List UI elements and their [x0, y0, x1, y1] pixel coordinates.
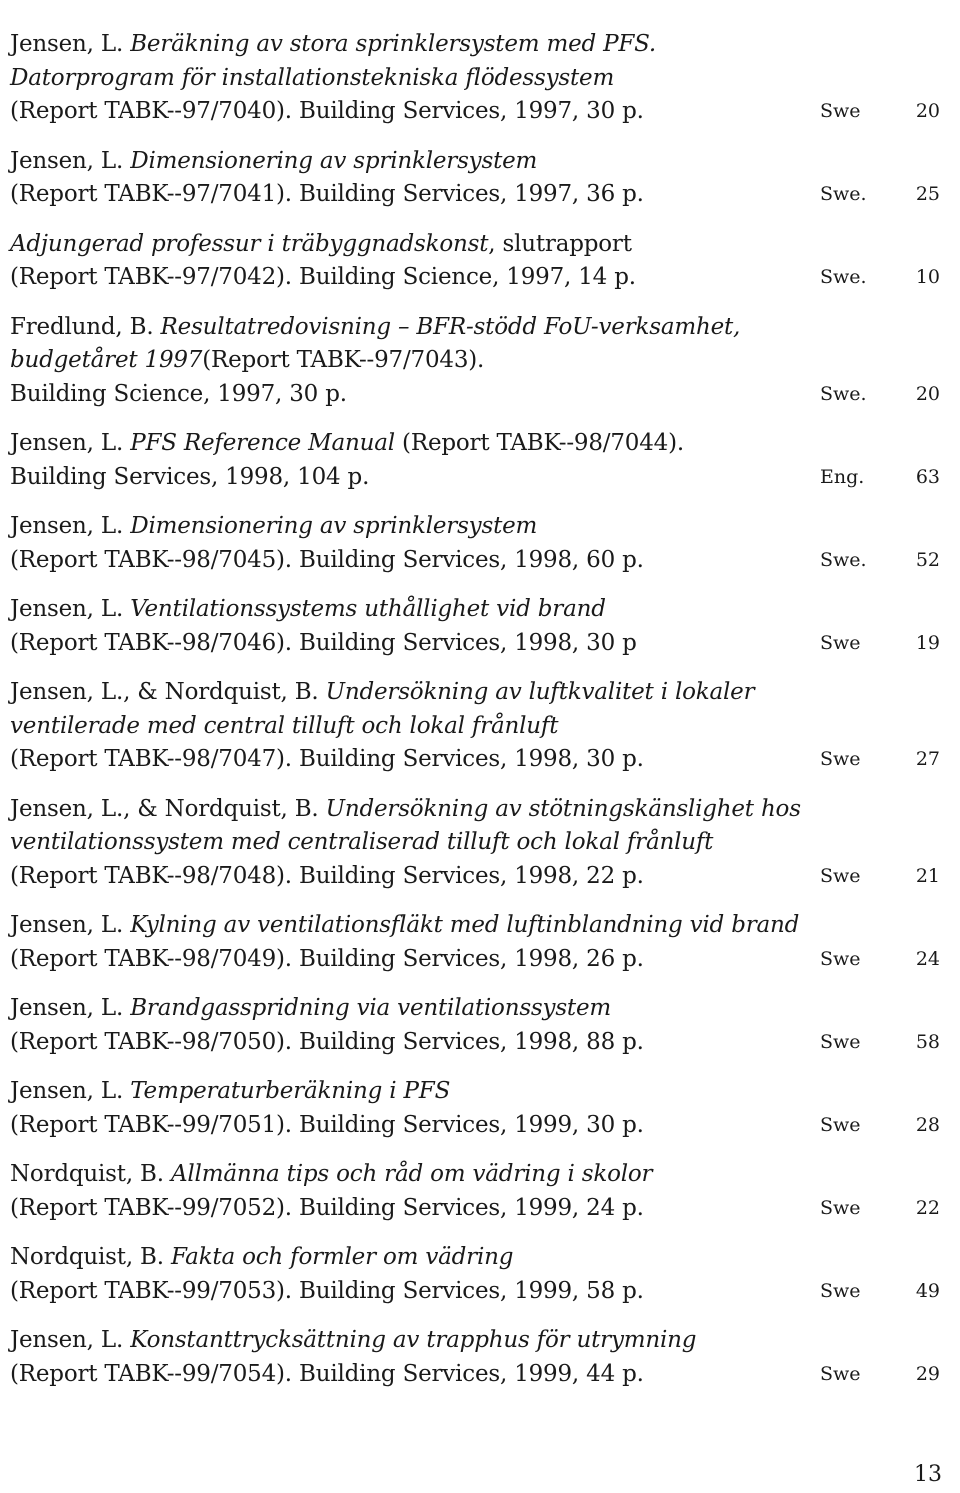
entry-language: Swe — [820, 748, 861, 770]
entry-page-count: 19 — [915, 631, 940, 654]
entry-line — [10, 344, 800, 378]
entry-title: Fakta och formler om vädring — [170, 1244, 514, 1270]
entry-title: ventilationssystem med centraliserad tilluft och lokal frånluft — [10, 829, 714, 855]
entry-title: PFS Reference Manual — [130, 430, 395, 456]
entry-title: ventilerade med central tilluft och lokal frånluft — [10, 712, 559, 739]
entry-author: Jensen, L. — [10, 1078, 131, 1104]
entry-author: Jensen, L. — [10, 596, 131, 622]
publication-entry — [10, 228, 950, 295]
entry-title: Allmänna tips och råd om vädring i skolor — [170, 1161, 653, 1187]
entry-details: (Report TABK--99/7053). Building Services, 1999, 58 p. — [10, 1277, 644, 1304]
entry-line — [10, 593, 800, 627]
entry-author: Jensen, L., & Nordquist, B. — [10, 679, 326, 705]
entry-author: Jensen, L. — [10, 995, 131, 1021]
entry-line — [10, 1324, 800, 1358]
entry-details: Building Services, 1998, 104 p. — [10, 463, 370, 490]
entry-details: (Report TABK--97/7041). Building Services, 1997, 36 p. — [10, 181, 644, 207]
entry-line — [10, 311, 800, 345]
entry-details: (Report TABK--98/7045). Building Services, 1998, 60 p. — [10, 546, 644, 573]
entry-details: Building Science, 1997, 30 p. — [10, 380, 347, 407]
publication-entry — [10, 1075, 950, 1142]
publication-entry — [10, 793, 950, 894]
entry-line — [10, 1158, 800, 1192]
entry-language: Swe. — [820, 548, 867, 571]
entry-title: Dimensionering av sprinklersystem — [130, 147, 538, 174]
entry-line — [10, 1075, 800, 1109]
entry-details: (Report TABK--99/7051). Building Services, 1999, 30 p. — [10, 1111, 644, 1138]
entry-title: Datorprogram för installationstekniska flödessystem — [10, 64, 615, 91]
entry-details: (Report TABK--97/7040). Building Services, 1997, 30 p. — [10, 98, 644, 124]
entry-line — [10, 95, 800, 129]
entry-title: Kylning av ventilationsfläkt med luftinblandning vid brand — [130, 912, 800, 938]
entry-title: Dimensionering av sprinklersystem — [130, 513, 538, 539]
entry-details: (Report TABK--98/7047). Building Services, 1998, 30 p. — [10, 746, 644, 772]
entry-details: , slutrapport — [488, 230, 632, 257]
entry-title: Temperaturberäkning i PFS — [130, 1078, 451, 1104]
entry-line — [10, 860, 800, 894]
entry-line — [10, 943, 800, 977]
entry-title: budgetåret 1997 — [10, 347, 203, 373]
entry-language: Swe — [820, 947, 861, 970]
entry-author: Jensen, L. — [10, 430, 131, 456]
publication-entry — [10, 311, 950, 412]
entry-title: Undersökning av stötningskänslighet hos — [325, 795, 801, 822]
entry-details: (Report TABK--98/7049). Building Services, 1998, 26 p. — [10, 945, 644, 972]
entry-author: Jensen, L. — [10, 912, 131, 938]
entry-line — [10, 28, 800, 62]
entry-line — [10, 793, 800, 827]
entry-line — [10, 1275, 800, 1309]
entry-details: (Report TABK--98/7044). — [394, 430, 684, 456]
entry-language: Swe — [820, 1362, 861, 1385]
entry-line — [10, 743, 800, 777]
publication-entry — [10, 1158, 950, 1225]
entry-title: Adjungerad professur i träbyggnadskonst — [10, 230, 489, 257]
entry-title: Beräkning av stora sprinklersystem med PFS. — [130, 31, 657, 57]
entry-line — [10, 461, 800, 495]
entry-line — [10, 1192, 800, 1226]
entry-author: Jensen, L. — [10, 31, 131, 57]
entry-author: Jensen, L. — [10, 513, 131, 539]
publication-entry — [10, 427, 950, 494]
entry-page-count: 22 — [915, 1196, 940, 1219]
entry-line — [10, 145, 800, 179]
entry-page-count: 29 — [915, 1362, 940, 1385]
entry-line — [10, 544, 800, 578]
entry-page-count: 25 — [915, 183, 940, 205]
entry-language: Swe — [820, 100, 861, 122]
publication-entry — [10, 510, 950, 577]
entry-line — [10, 1109, 800, 1143]
entry-page-count: 21 — [915, 864, 940, 887]
entry-details: (Report TABK--97/7042). Building Science, 1997, 14 p. — [10, 264, 636, 290]
entry-language: Swe — [820, 1113, 861, 1136]
entry-line — [10, 1026, 800, 1060]
entry-details: (Report TABK--99/7054). Building Services, 1999, 44 p. — [10, 1360, 644, 1387]
entry-line — [10, 62, 800, 96]
entry-author: Nordquist, B. — [10, 1161, 171, 1187]
entry-page-count: 20 — [915, 100, 940, 122]
entry-page-count: 20 — [915, 382, 940, 405]
entry-author: Nordquist, B. — [10, 1244, 171, 1270]
entry-title: Konstanttrycksättning av trapphus för utrymning — [130, 1327, 697, 1353]
entry-details: (Report TABK--99/7052). Building Services, 1999, 24 p. — [10, 1194, 644, 1221]
entry-line — [10, 178, 800, 212]
entry-language: Swe — [820, 1030, 861, 1053]
entry-line — [10, 427, 800, 461]
entry-line — [10, 909, 800, 943]
entry-line — [10, 1241, 800, 1275]
publication-entry — [10, 909, 950, 976]
publication-entry — [10, 145, 950, 212]
entry-title: Ventilationssystems uthållighet vid brand — [130, 596, 606, 622]
entry-language: Swe — [820, 1279, 861, 1302]
entry-language: Swe — [820, 1196, 861, 1219]
entry-line — [10, 1358, 800, 1392]
entry-line — [10, 992, 800, 1026]
entry-author: Jensen, L., & Nordquist, B. — [10, 795, 326, 822]
entry-page-count: 63 — [915, 465, 940, 488]
entry-line — [10, 826, 800, 860]
entry-line — [10, 510, 800, 544]
publication-list — [10, 28, 950, 1407]
publication-entry — [10, 593, 950, 660]
entry-details: (Report TABK--98/7050). Building Services, 1998, 88 p. — [10, 1028, 644, 1055]
page-number: 13 — [914, 1462, 942, 1487]
entry-author: Jensen, L. — [10, 1327, 131, 1353]
entry-page-count: 28 — [915, 1113, 940, 1136]
entry-details: (Report TABK--98/7046). Building Services, 1998, 30 p — [10, 629, 637, 656]
entry-language: Swe — [820, 864, 861, 887]
entry-page-count: 49 — [915, 1279, 940, 1302]
entry-line — [10, 378, 800, 412]
entry-line — [10, 627, 800, 661]
entry-line — [10, 676, 800, 710]
publication-entry — [10, 28, 950, 129]
entry-page-count: 24 — [915, 947, 940, 970]
entry-language: Swe. — [820, 382, 867, 405]
entry-page-count: 58 — [915, 1030, 940, 1053]
entry-page-count: 52 — [915, 548, 940, 571]
entry-author: Fredlund, B. — [10, 313, 161, 340]
entry-language: Eng. — [820, 465, 865, 488]
publication-entry — [10, 1241, 950, 1308]
entry-title: Undersökning av luftkvalitet i lokaler — [325, 679, 755, 705]
entry-line — [10, 710, 800, 744]
entry-language: Swe — [820, 631, 861, 654]
publication-entry — [10, 992, 950, 1059]
entry-details: (Report TABK--97/7043). — [202, 347, 485, 373]
entry-details: (Report TABK--98/7048). Building Services, 1998, 22 p. — [10, 862, 644, 889]
entry-line — [10, 261, 800, 295]
publication-entry — [10, 676, 950, 777]
entry-author: Jensen, L. — [10, 147, 131, 174]
entry-language: Swe. — [820, 183, 867, 205]
entry-title: Resultatredovisning – BFR-stödd FoU-verksamhet, — [160, 313, 741, 340]
entry-line — [10, 228, 800, 262]
entry-page-count: 27 — [915, 748, 940, 770]
publication-entry — [10, 1324, 950, 1391]
entry-page-count: 10 — [915, 266, 940, 288]
entry-language: Swe. — [820, 266, 867, 288]
entry-title: Brandgasspridning via ventilationssystem — [130, 995, 611, 1021]
